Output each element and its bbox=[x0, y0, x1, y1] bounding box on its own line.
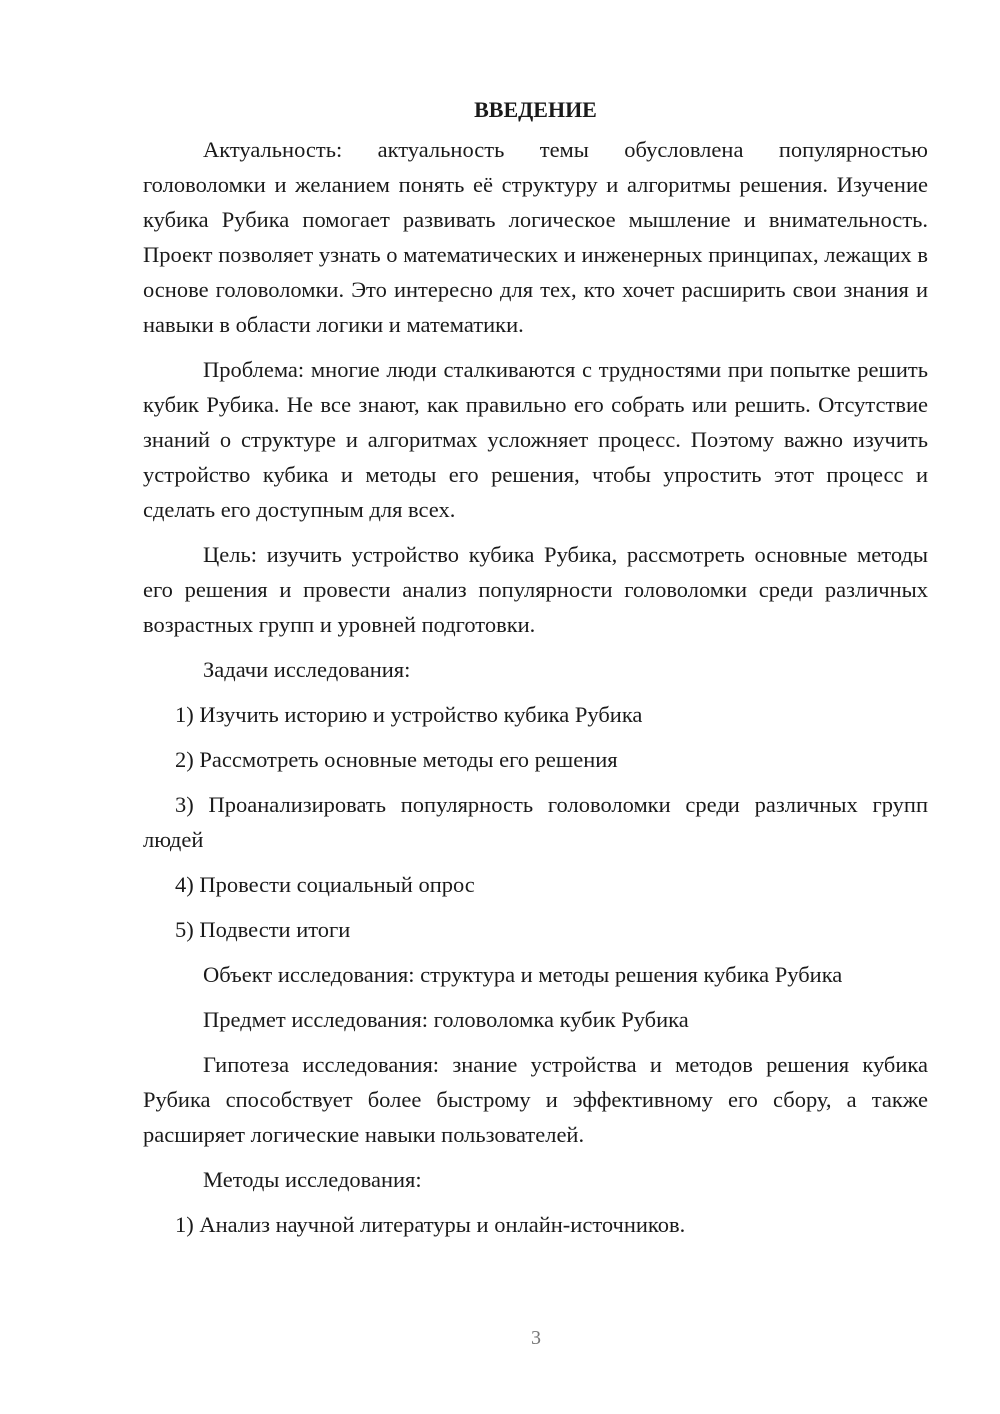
page-title: ВВЕДЕНИЕ bbox=[474, 97, 597, 122]
goal-paragraph: Цель: изучить устройство кубика Рубика, рассмотреть основные методы его решения и провести анализ популярности головоломки среди различных возрастных групп и уровней подготовки. bbox=[143, 542, 928, 637]
methods-heading: Методы исследования: bbox=[203, 1167, 422, 1192]
problem-paragraph: Проблема: многие люди сталкиваются с трудностями при попытке решить кубик Рубика. Не все знают, как правильно его собрать или решить. Отсутствие знаний о структуре и алгоритмах усложняет процесс. Поэтому важно изучить устройство кубика и методы его решения, чтобы упростить этот процесс и сделать его доступным для всех. bbox=[143, 357, 928, 522]
tasks-heading: Задачи исследования: bbox=[203, 657, 411, 682]
task-item-5: 5) Подвести итоги bbox=[175, 917, 351, 942]
task-item-4: 4) Провести социальный опрос bbox=[175, 872, 475, 897]
relevance-paragraph: Актуальность: актуальность темы обусловлена популярностью головоломки и желанием понять её структуру и алгоритмы решения. Изучение кубика Рубика помогает развивать логическое мышление и внимательность. Проект позволяет узнать о математических и инженерных принципах, лежащих в основе головоломки. Это интересно для тех, кто хочет расширить свои знания и навыки в области логики и математики. bbox=[143, 137, 928, 337]
method-item-1: 1) Анализ научной литературы и онлайн-источников. bbox=[175, 1212, 686, 1237]
subject-paragraph: Предмет исследования: головоломка кубик Рубика bbox=[203, 1007, 689, 1032]
document-page bbox=[143, 92, 928, 1252]
hypothesis-paragraph: Гипотеза исследования: знание устройства и методов решения кубика Рубика способствует более быстрому и эффективному его сбору, а также расширяет логические навыки пользователей. bbox=[143, 1052, 928, 1147]
task-item-3: 3) Проанализировать популярность головоломки среди различных групп людей bbox=[143, 792, 928, 852]
task-item-1: 1) Изучить историю и устройство кубика Рубика bbox=[175, 702, 643, 727]
object-paragraph: Объект исследования: структура и методы решения кубика Рубика bbox=[203, 962, 843, 987]
page-number: 3 bbox=[531, 1327, 541, 1349]
task-item-2: 2) Рассмотреть основные методы его решения bbox=[175, 747, 618, 772]
